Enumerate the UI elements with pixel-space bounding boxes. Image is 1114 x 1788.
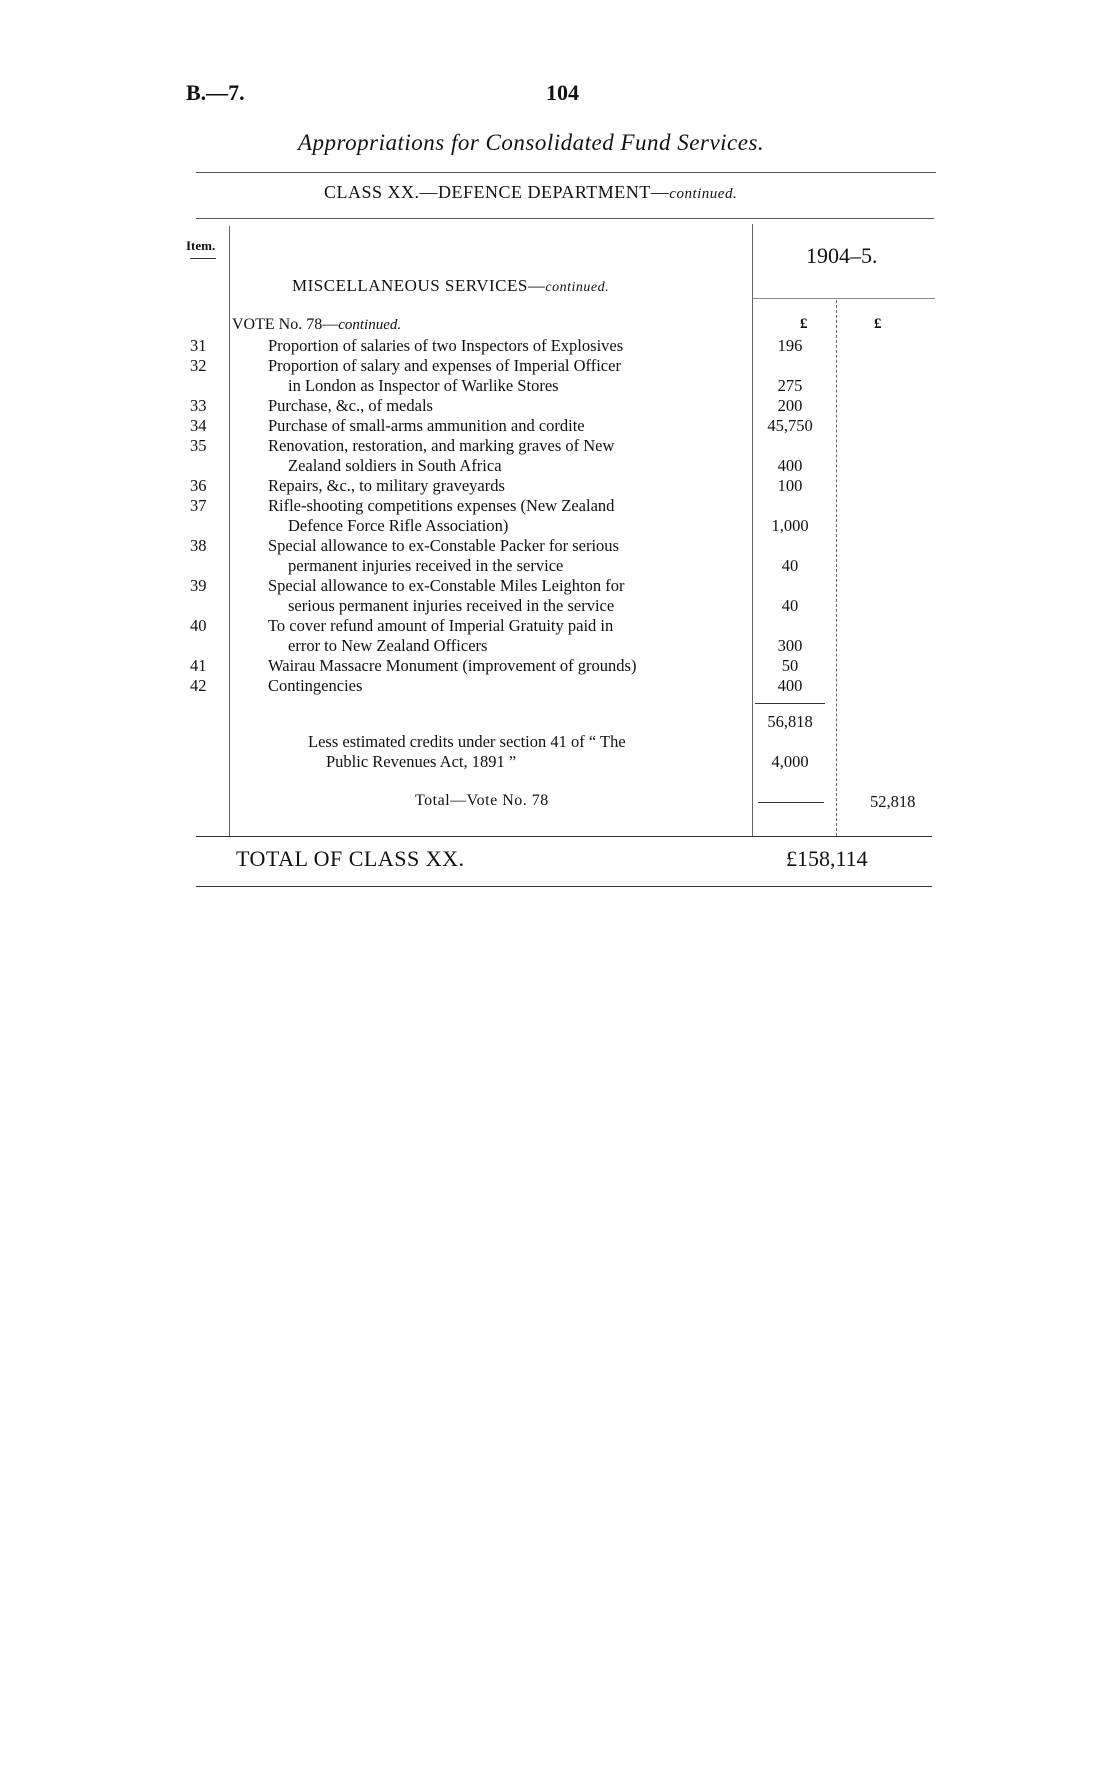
item-description: Contingencies — [268, 676, 363, 695]
year-header: 1904–5. — [806, 243, 878, 268]
item-column-header: Item. — [186, 238, 216, 253]
total-vote-label: Total—Vote No. 78 — [415, 792, 549, 809]
rule-year-under — [753, 298, 935, 299]
item-number: 39 — [190, 576, 207, 595]
item-amount: 196 — [777, 336, 803, 355]
rule-table-top — [196, 218, 934, 219]
currency-symbol-col2: £ — [874, 316, 882, 332]
item-description: To cover refund amount of Imperial Gratuity paid in error to New Zealand Officers — [268, 616, 614, 655]
subtotal-amount: 56,818 — [767, 712, 813, 731]
less-credits-description: Less estimated credits under section 41 of “ The Public Revenues Act, 1891 ” — [308, 732, 626, 771]
currency-symbol-col1: £ — [800, 316, 808, 332]
item-description: Purchase of small-arms ammunition and cordite — [268, 416, 585, 435]
rule-item-column — [229, 226, 230, 836]
class-total-amount: £158,114 — [786, 846, 868, 871]
item-number: 38 — [190, 536, 207, 555]
less-credits-amount: 4,000 — [771, 752, 809, 771]
rule-class-total-top — [196, 836, 932, 837]
rule-subtotal — [755, 703, 825, 704]
section-heading-main: MISCELLANEOUS SERVICES— — [292, 276, 546, 295]
section-heading — [292, 276, 609, 296]
item-amount: 200 — [777, 396, 803, 415]
item-amount: 1,000 — [771, 516, 809, 535]
item-number: 42 — [190, 676, 207, 695]
rule-class-total-bottom — [196, 886, 932, 887]
rule-top — [196, 172, 936, 173]
total-vote-amount: 52,818 — [870, 792, 916, 811]
rule-total-vote — [758, 802, 824, 803]
item-number: 35 — [190, 436, 207, 455]
page-number: 104 — [546, 80, 579, 105]
page-title: Appropriations for Consolidated Fund Services. — [298, 130, 765, 155]
item-amount: 275 — [777, 376, 803, 395]
item-description: Special allowance to ex-Constable Packer for serious permanent injuries received in the service — [268, 536, 619, 575]
item-amount: 50 — [781, 656, 799, 675]
section-heading-suffix: continued. — [545, 280, 610, 295]
item-amount: 100 — [777, 476, 803, 495]
item-description: Wairau Massacre Monument (improvement of grounds) — [268, 656, 637, 675]
class-heading-main: CLASS XX.—DEFENCE DEPARTMENT— — [324, 182, 670, 202]
item-amount: 40 — [781, 556, 799, 575]
item-number: 31 — [190, 336, 207, 355]
item-amount: 40 — [781, 596, 799, 615]
item-description: Purchase, &c., of medals — [268, 396, 433, 415]
item-number: 32 — [190, 356, 207, 375]
item-number: 36 — [190, 476, 207, 495]
vote-heading-main: VOTE No. 78— — [232, 316, 339, 333]
vote-heading-suffix: continued. — [338, 317, 402, 333]
document-reference: B.—7. — [186, 80, 245, 105]
item-number: 41 — [190, 656, 207, 675]
item-amount: 400 — [777, 456, 803, 475]
class-total-label: TOTAL OF CLASS XX. — [236, 846, 465, 871]
item-number: 40 — [190, 616, 207, 635]
item-amount: 400 — [777, 676, 803, 695]
rule-total-column — [836, 300, 837, 836]
rule-amount-column — [752, 224, 753, 836]
item-amount: 300 — [777, 636, 803, 655]
vote-heading — [232, 316, 401, 334]
class-heading-suffix: continued. — [669, 186, 738, 202]
item-description: Renovation, restoration, and marking graves of New Zealand soldiers in South Africa — [268, 436, 615, 475]
class-heading — [324, 182, 737, 203]
item-description: Proportion of salary and expenses of Imperial Officer in London as Inspector of Warlike Stores — [268, 356, 621, 395]
item-header-rule — [190, 258, 216, 259]
item-description: Proportion of salaries of two Inspectors of Explosives — [268, 336, 624, 355]
item-amount: 45,750 — [767, 416, 813, 435]
item-description: Repairs, &c., to military graveyards — [268, 476, 505, 495]
item-number: 33 — [190, 396, 207, 415]
item-description: Special allowance to ex-Constable Miles Leighton for serious permanent injuries received in the service — [268, 576, 625, 615]
item-number: 37 — [190, 496, 207, 515]
item-number: 34 — [190, 416, 207, 435]
item-description: Rifle-shooting competitions expenses (New Zealand Defence Force Rifle Association) — [268, 496, 615, 535]
